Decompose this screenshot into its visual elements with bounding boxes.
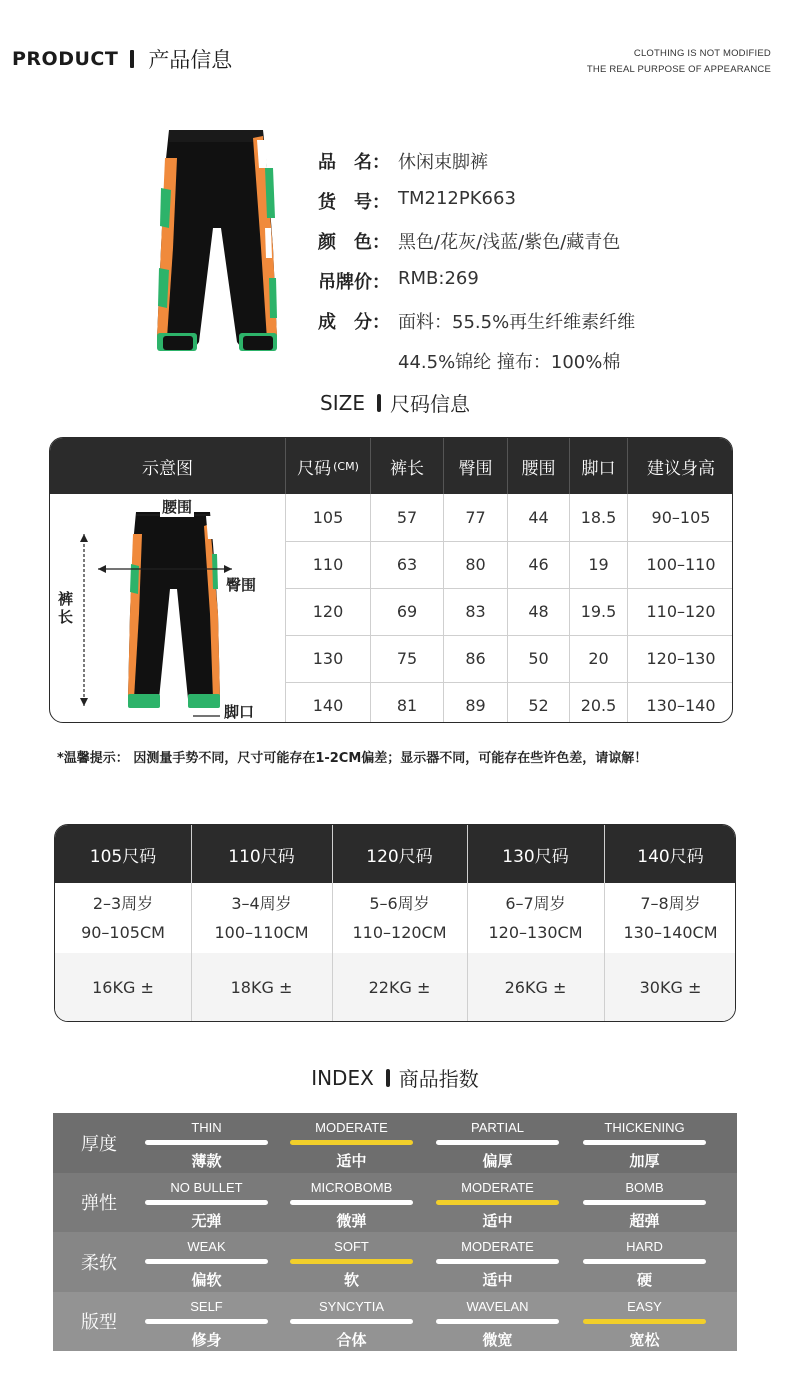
info-value: TM212PK663 (398, 188, 516, 209)
index-option-cn: 微宽 (482, 1330, 513, 1349)
header-title: 产品信息 (148, 48, 233, 72)
page-header (12, 44, 232, 74)
row-divider (286, 541, 732, 542)
info-value: 面料：55.5%再生纤维素纤维 (398, 312, 636, 333)
index-title-cn: 商品指数 (398, 1067, 479, 1091)
size-cell: 140 (286, 682, 371, 723)
index-option-en: WAVELAN (466, 1298, 529, 1314)
index-row-label: 柔软 (81, 1252, 117, 1274)
index-option (436, 1173, 559, 1233)
size-cell: 86 (444, 635, 508, 682)
age-range: 2–3周岁 (92, 894, 154, 913)
index-option-bar (436, 1259, 559, 1264)
index-option-bar (290, 1140, 413, 1145)
header-diagram: 示意图 (50, 438, 286, 494)
size-cell: 120 (286, 588, 371, 635)
height-range: 100–110CM (214, 923, 309, 942)
index-option-cn: 无弹 (191, 1211, 222, 1230)
index-option-en: THICKENING (604, 1120, 685, 1135)
index-option (290, 1113, 413, 1173)
age-info (191, 883, 332, 953)
header-size (286, 438, 371, 494)
info-label: 品 名： (318, 152, 390, 173)
index-option-cn: 偏厚 (482, 1152, 513, 1170)
index-option-cn: 适中 (482, 1211, 513, 1230)
age-size-header: 140尺码 (637, 846, 704, 867)
index-option-en: SELF (190, 1298, 223, 1314)
size-cell: 90–105 (651, 508, 711, 527)
size-cell: 89 (444, 682, 508, 723)
index-option-bar (290, 1200, 413, 1205)
size-cell: 100–110 (646, 555, 716, 574)
index-row (53, 1113, 737, 1173)
age-size-header: 130尺码 (502, 846, 569, 867)
index-option (290, 1173, 413, 1233)
header-waist: 腰围 (508, 438, 570, 494)
size-cell: 48 (508, 588, 570, 635)
row-divider (286, 635, 732, 636)
index-option-en: THIN (191, 1120, 222, 1135)
age-size-header: 120尺码 (366, 846, 433, 867)
size-cell: 120–130 (646, 649, 716, 668)
diagram-label-cuff: 脚口 (224, 703, 255, 721)
index-option-bar (145, 1259, 268, 1264)
index-option-cn: 宽松 (629, 1330, 660, 1349)
age-info (332, 883, 467, 953)
index-option-bar (290, 1259, 413, 1264)
header-height: 建议身高 (647, 458, 715, 479)
info-row-material (318, 308, 635, 334)
row-divider (286, 588, 732, 589)
size-cell: 75 (371, 635, 444, 682)
weight-value: 16KG ± (55, 953, 191, 1021)
size-cell: 18.5 (570, 494, 628, 541)
index-option (145, 1173, 268, 1233)
header-cuff: 脚口 (570, 438, 628, 494)
diagram-pants (50, 494, 286, 723)
index-row (53, 1292, 737, 1352)
index-option-bar (436, 1140, 559, 1145)
age-size-header: 105尺码 (89, 846, 157, 867)
index-option-en: MODERATE (461, 1239, 534, 1254)
weight-value: 22KG ± (332, 953, 467, 1021)
size-cell: 69 (371, 588, 444, 635)
age-column (55, 825, 191, 1021)
index-option (290, 1232, 413, 1292)
age-column (604, 825, 736, 1021)
measurement-diagram (50, 494, 286, 723)
age-info (467, 883, 604, 953)
age-range: 5–6周岁 (369, 894, 430, 913)
age-range: 7–8周岁 (640, 894, 701, 913)
info-row-name (318, 148, 488, 174)
index-option-cn: 薄款 (191, 1152, 222, 1170)
index-option-en: WEAK (187, 1239, 226, 1254)
index-option-cn: 硬 (636, 1271, 652, 1289)
info-row-material-2 (318, 348, 620, 374)
info-value: 黑色/花灰/浅蓝/紫色/藏青色 (398, 232, 621, 253)
size-section-title (0, 388, 790, 417)
header-divider (130, 50, 134, 68)
age-range: 6–7周岁 (505, 894, 566, 913)
size-cell: 83 (444, 588, 508, 635)
weight-value: 18KG ± (191, 953, 332, 1021)
info-row-color (318, 228, 620, 254)
header-hip: 臀围 (444, 438, 508, 494)
index-option-bar (583, 1140, 706, 1145)
index-option-bar (145, 1319, 268, 1324)
age-size-header: 110尺码 (228, 846, 295, 867)
weight-value: 30KG ± (604, 953, 736, 1021)
index-option (583, 1113, 706, 1173)
diagram-label-length: 裤长 (58, 590, 74, 626)
diagram-label-waist: 腰围 (162, 498, 193, 516)
index-option-bar (145, 1140, 268, 1145)
index-option-cn: 软 (343, 1271, 359, 1289)
index-option-cn: 偏软 (191, 1271, 222, 1289)
header-size-unit: (CM) (333, 459, 359, 473)
index-option-en: PARTIAL (471, 1120, 524, 1135)
weight-value: 26KG ± (467, 953, 604, 1021)
info-row-price (318, 268, 479, 294)
info-row-sku (318, 188, 516, 214)
index-option-bar (290, 1319, 413, 1324)
size-cell: 105 (286, 494, 371, 541)
size-cell: 44 (508, 494, 570, 541)
index-option-en: SOFT (334, 1239, 369, 1254)
index-option-cn: 适中 (336, 1152, 367, 1170)
index-option-en: SYNCYTIA (318, 1298, 384, 1314)
tagline-line-1: CLOTHING IS NOT MODIFIED (633, 48, 771, 59)
index-row (53, 1232, 737, 1292)
info-value: RMB:269 (398, 268, 479, 289)
age-range: 3–4周岁 (231, 894, 292, 913)
index-row (53, 1173, 737, 1233)
index-option (145, 1232, 268, 1292)
height-range: 90–105CM (81, 923, 165, 942)
size-cell: 46 (508, 541, 570, 588)
index-option (583, 1292, 706, 1352)
size-cell: 77 (444, 494, 508, 541)
row-divider (286, 682, 732, 683)
age-table (54, 824, 736, 1022)
size-cell: 19 (570, 541, 628, 588)
info-label: 吊牌价： (318, 272, 390, 293)
age-info (55, 883, 191, 953)
height-range: 120–130CM (488, 923, 583, 942)
index-option (583, 1232, 706, 1292)
info-value: 休闲束脚裤 (398, 152, 488, 173)
age-column (332, 825, 467, 1021)
index-option-bar (436, 1319, 559, 1324)
size-cell: 110 (286, 541, 371, 588)
header-tagline (587, 46, 771, 78)
index-option (436, 1292, 559, 1352)
column-divider (467, 825, 468, 1021)
size-cell: 20.5 (570, 682, 628, 723)
index-option-en: NO BULLET (170, 1179, 243, 1195)
index-panel (53, 1113, 737, 1351)
size-cell: 20 (570, 635, 628, 682)
age-column (467, 825, 604, 1021)
size-table-header (50, 438, 732, 494)
index-option (290, 1292, 413, 1352)
title-divider (386, 1069, 390, 1087)
title-divider (377, 394, 381, 412)
index-option-cn: 微弹 (336, 1211, 367, 1230)
index-option-cn: 加厚 (629, 1152, 660, 1170)
age-column (191, 825, 332, 1021)
header-length: 裤长 (371, 438, 444, 494)
size-cell: 110–120 (646, 602, 716, 621)
size-cell: 19.5 (570, 588, 628, 635)
index-option-cn: 超弹 (629, 1211, 660, 1230)
info-label: 颜 色： (318, 232, 390, 253)
size-cell: 130–140 (646, 696, 716, 715)
column-divider (191, 825, 192, 1021)
age-info (604, 883, 736, 953)
height-range: 130–140CM (623, 923, 718, 942)
index-option-en: MODERATE (315, 1120, 388, 1135)
size-cell: 52 (508, 682, 570, 723)
index-option-en: MICROBOMB (310, 1179, 393, 1195)
info-label: 货 号： (318, 192, 390, 213)
info-value: 44.5%锦纶 撞布：100%棉 (398, 352, 621, 373)
size-table (49, 437, 733, 723)
index-row-label: 厚度 (81, 1133, 117, 1155)
index-row-label: 弹性 (81, 1193, 117, 1215)
info-label: 成 分： (318, 312, 390, 333)
index-option-bar (145, 1200, 268, 1205)
index-option-bar (436, 1200, 559, 1205)
index-option (436, 1232, 559, 1292)
column-divider (332, 825, 333, 1021)
diagram-label-hip: 臀围 (226, 576, 257, 594)
index-option-bar (583, 1319, 706, 1324)
size-cell: 80 (444, 541, 508, 588)
index-option-cn: 修身 (191, 1330, 222, 1349)
size-title-en: SIZE (320, 390, 365, 415)
tagline-line-2: THE REAL PURPOSE OF APPEARANCE (586, 64, 771, 75)
index-option (436, 1113, 559, 1173)
header-brand: PRODUCT (12, 48, 119, 70)
size-cell: 63 (371, 541, 444, 588)
index-option-cn: 适中 (482, 1271, 513, 1289)
height-range: 110–120CM (352, 923, 447, 942)
size-cell: 81 (371, 682, 444, 723)
size-tip: *温馨提示： 因测量手势不同，尺寸可能存在1-2CM偏差；显示器不同，可能存在些许色差，请谅解！ (57, 751, 648, 766)
index-option-en: EASY (627, 1298, 662, 1314)
column-divider (604, 825, 605, 1021)
size-cell: 130 (286, 635, 371, 682)
index-option-bar (583, 1200, 706, 1205)
info-label (318, 348, 398, 374)
size-cell: 57 (371, 494, 444, 541)
index-title-en: INDEX (311, 1065, 374, 1090)
header-size-label: 尺码 (297, 458, 332, 479)
index-option (583, 1173, 706, 1233)
index-option-bar (583, 1259, 706, 1264)
index-option (145, 1292, 268, 1352)
index-option (145, 1113, 268, 1173)
size-title-cn: 尺码信息 (389, 392, 470, 416)
index-row-label: 版型 (81, 1312, 117, 1334)
index-section-title (0, 1063, 790, 1092)
size-cell: 50 (508, 635, 570, 682)
index-option-en: HARD (626, 1239, 663, 1254)
index-option-en: MODERATE (461, 1179, 534, 1195)
index-option-cn: 合体 (336, 1330, 367, 1349)
index-option-en: BOMB (625, 1179, 664, 1195)
product-image (155, 128, 279, 353)
